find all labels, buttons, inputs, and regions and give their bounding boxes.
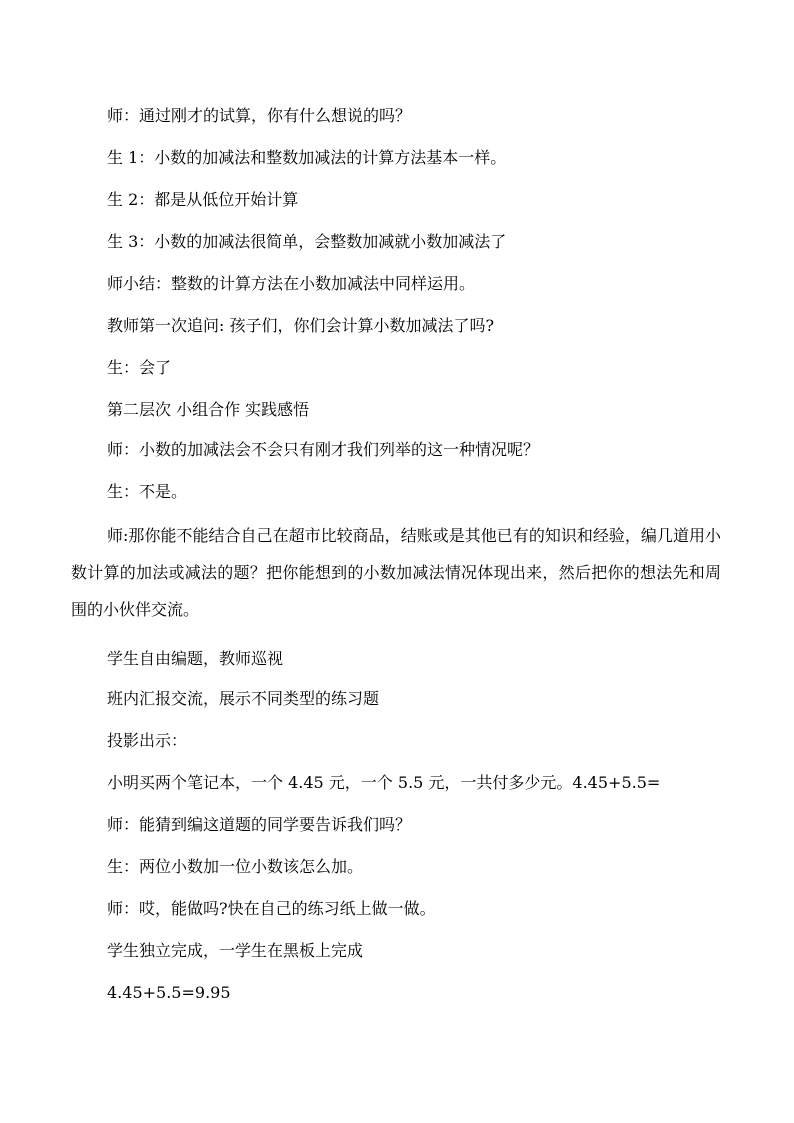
text-line: 生：会了 (107, 358, 172, 377)
text-line: 师：小数的加减法会不会只有刚才我们列举的这一种情况呢？ (107, 440, 540, 459)
text-line: 师：哎，能做吗?快在自己的练习纸上做一做。 (107, 899, 436, 918)
text-line: 班内汇报交流，展示不同类型的练习题 (107, 689, 380, 708)
paragraph: 师:那你能不能结合自己在超市比较商品，结账或是其他已有的知识和经验，编几道用小数计算的加法或减法的题？把你能想到的小数加减法情况体现出来，然后把你的想法先和周围的小伙伴交流。 (71, 526, 721, 619)
text-line: 生：两位小数加一位小数该怎么加。 (107, 857, 364, 876)
text-line: 师：能猜到编这道题的同学要告诉我们吗？ (107, 815, 412, 834)
text-line: 生：不是。 (107, 482, 188, 501)
section-heading: 第二层次 小组合作 实践感悟 (107, 400, 310, 419)
text-line: 生 3：小数的加减法很简单，会整数加减就小数加减法了 (107, 232, 507, 251)
text-line: 师：通过刚才的试算，你有什么想说的吗？ (107, 106, 412, 125)
text-line: 小明买两个笔记本，一个 4.45 元，一个 5.5 元，一共付多少元。4.45+5.5= (107, 773, 661, 792)
text-line: 学生独立完成，一学生在黑板上完成 (107, 941, 364, 960)
text-line: 教师第一次追问: 孩子们，你们会计算小数加减法了吗? (107, 316, 495, 335)
text-line: 生 2：都是从低位开始计算 (107, 190, 299, 209)
text-line: 投影出示： (107, 731, 188, 750)
text-line: 师小结：整数的计算方法在小数加减法中同样运用。 (107, 274, 476, 293)
text-line: 学生自由编题，教师巡视 (107, 649, 284, 668)
text-line: 生 1：小数的加减法和整数加减法的计算方法基本一样。 (107, 148, 507, 167)
equation-line: 4.45+5.5=9.95 (107, 983, 231, 1002)
